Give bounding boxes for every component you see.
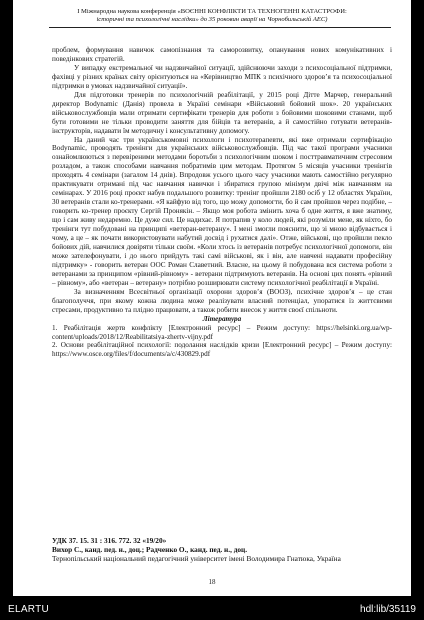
- authors-line: Вихор С., канд. пед. н., доц.; Радченко О., канд. пед. н., доц.: [52, 545, 248, 554]
- header-rule: [49, 27, 391, 28]
- paragraph: На даний час три українськомовні психологи і психотерапевти, які вже отримали сертифікацію Bodynamic, проводять тренінги для українських військовослужбовців. Під час такої програми учасники ознайомлюються з перевіреними методами боротьби з психологічним шоком і посттравматичним стресовим розладом, а також способами навчання побратимів цим методам. Протягом 5 місяців учасники тренінгів проходять 4 семінари (загалом 14 днів). Впродовж усього цього часу учасники мають самостійно регулярно практикувати отримані під час навчання навички і збиратися групою мінімум двічі між навчанням на семінарах. У 2016 році проєкт набув подальшого розвитку: тренінг пройшли 2180 осіб у 12 областях України, 30 ветеранів стали ко-тренерами. «Я кайфую від того, що можу допомогти, бо й сам пройшов через подібне, – говорить ко-тренер проєкту Сергій Пронякін. – Якщо моя робота змінить хоча б одне життя, я вже знатиму, що і сам живу недаремно. Це дуже сил. Це надихає. Я потрапив у коло людей, які розуміли мене, як ніхто, бо тренінги тут побудовані на принципі «ветеран-ветерану». І мені змогли пояснити, що зі мною відбувається і чому, а це – як почати використовувати набутий досвід і рухатися далі». Отже, військові, що пройшли пекло бойових дій, навчилися довіряти тільки своїм. «Коли хтось із ветеранів потребує психологічної допомоги, він може зателефонувати, і до нього прийдуть такі самі військові, як і він, але навчені надавати професійну підтримку» - говорить ветеран ООС Роман Славетний. Власне, на цьому й побудована вся система роботи з ветеранами за принципом «рівний-рівному» - ветерани підтримують ветеранів. На основі цих понять «рівний – рівному», або «ветеран – ветерану» потрібно розширювати систему психологічної реабілітації в Україні.: [52, 135, 392, 287]
- handle-label: hdl:lib/35119: [360, 604, 416, 615]
- header-line-1: І Міжнародна наукова конференція «ВОЄННІ КОНФЛІКТИ ТА ТЕХНОГЕННІ КАТАСТРОФИ:: [77, 8, 347, 15]
- udk-code: УДК 37. 15. 31 : 316. 772. 32 «19/20»: [52, 536, 167, 545]
- paragraph: У випадку екстремальної чи надзвичайної ситуації, здійснюючи заходи з психосоціальної підтримки, фахівці у різних країнах світу орієнтуються на «Керівництво МПК з психічного здоров’я та психосоціальної підтримки в умовах надзвичайної ситуації».: [52, 63, 392, 90]
- article-body: [52, 46, 392, 359]
- paragraph: проблем, формування навичок самопізнання та саморозвитку, опанування нових комунікативних і поведінкових стратегій.: [52, 46, 392, 63]
- header-line-2: історичні та психологічні наслідки» до 35 роковин аварії на Чорнобильській АЕС): [96, 16, 328, 24]
- repository-label: ELARTU: [8, 604, 50, 615]
- literature-item: 1. Реабілітація жертв конфлікту [Електронний ресурс] – Режим доступу: https://helsinki.org.ua/wp-content/uploads/2018/12/Reabilitatsiya-zhertv-vijny.pdf: [52, 323, 392, 341]
- conference-header: [59, 8, 365, 25]
- paragraph: Для підготовки тренерів по психологічній реабілітації, у 2015 році Дітте Марчер, генеральний директор Bodynamic (Данія) провела в Україні семінари «Військовий бойовий шок». 20 українських військовослужбовців мали отримати сертифікати тренерів для роботи з бойовими шоковими станами, щоб бути готовими не тільки проводити заняття для бійців та ветеранів, а й самостійно готувати ветеранів-інструкторів, надавати їм методичну і консультативну допомогу.: [52, 90, 392, 135]
- page-number: 18: [208, 578, 216, 586]
- literature-item: 2. Основи реабілітаційної психології: подолання наслідків кризи [Електронний ресурс] – Режим доступу: https://www.osce.org/files/f/documents/a/c/430829.pdf: [52, 341, 392, 359]
- literature-section: [52, 315, 392, 360]
- paragraph: За визначенням Всесвітньої організації охорони здоров’я (ВООЗ), психічне здоров’я – це стан благополуччя, при якому кожна людина може реалізувати власний потенціал, упоратися із життєвими стресами, продуктивно та плідно працювати, а також робити внесок у життя своєї спільноти.: [52, 287, 392, 314]
- next-article-heading: [52, 536, 392, 563]
- document-page: [13, 0, 411, 596]
- affiliation-line: Тернопільський національний педагогічний університет імені Володимира Гнатюка, Україна: [52, 554, 341, 563]
- literature-title: Література: [202, 314, 242, 323]
